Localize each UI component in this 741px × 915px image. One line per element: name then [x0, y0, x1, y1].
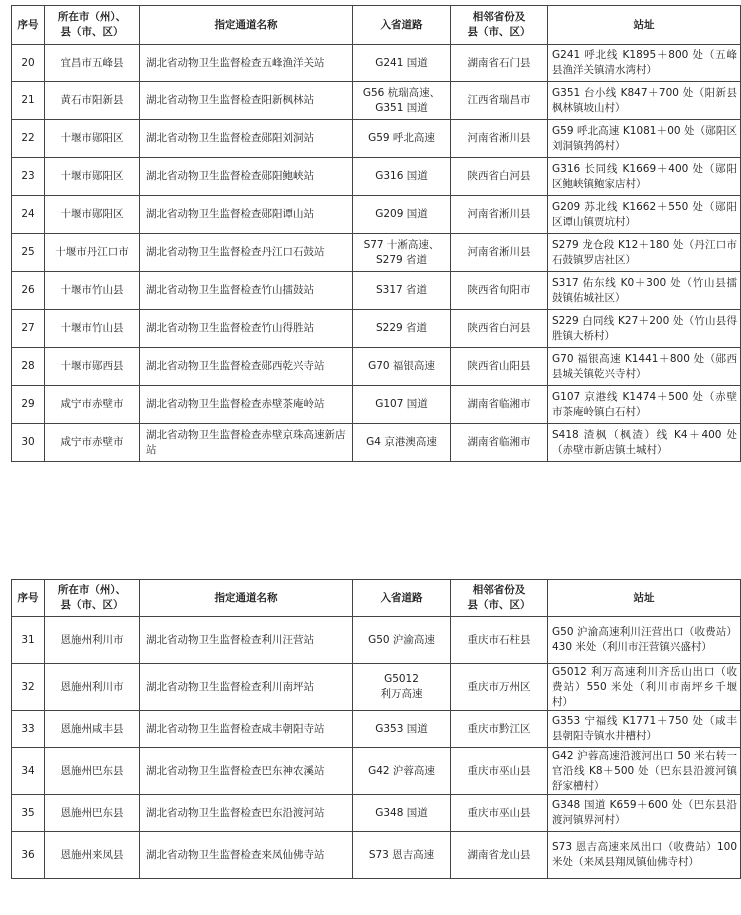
header-address: 站址 — [548, 6, 741, 45]
table-row — [12, 386, 741, 424]
cell-city: 恩施州来凤县 — [45, 832, 140, 879]
cell-road: G59 呼北高速 — [353, 120, 451, 158]
cell-neighbor: 陕西省白河县 — [451, 310, 548, 348]
cell-city: 十堰市竹山县 — [45, 310, 140, 348]
table-row — [12, 832, 741, 879]
cell-city: 宜昌市五峰县 — [45, 45, 140, 82]
cell-city: 十堰市郧阳区 — [45, 158, 140, 196]
table-row — [12, 196, 741, 234]
cell-name: 湖北省动物卫生监督检查巴东神农溪站 — [140, 748, 353, 795]
cell-address: G50 沪渝高速利川汪营出口（收费站）430 米处（利川市汪营镇兴盛村） — [548, 617, 741, 664]
cell-road: G241 国道 — [353, 45, 451, 82]
cell-no: 24 — [12, 196, 45, 234]
cell-neighbor: 重庆市石柱县 — [451, 617, 548, 664]
header-city: 所在市（州）、 县（市、区） — [45, 580, 140, 617]
cell-city: 恩施州咸丰县 — [45, 711, 140, 748]
cell-neighbor: 陕西省旬阳市 — [451, 272, 548, 310]
table-body — [12, 45, 741, 462]
cell-neighbor: 河南省淅川县 — [451, 196, 548, 234]
cell-neighbor: 重庆市黔江区 — [451, 711, 548, 748]
cell-address: G59 呼北高速 K1081＋00 处（郧阳区刘洞镇鹁鸽村） — [548, 120, 741, 158]
cell-address: G42 沪蓉高速沿渡河出口 50 米右转一官沿线 K8＋500 处（巴东县沿渡河镇舒家槽村） — [548, 748, 741, 795]
cell-address: G348 国道 K659＋600 处（巴东县沿渡河镇界河村） — [548, 795, 741, 832]
header-neighbor: 相邻省份及 县（市、区） — [451, 6, 548, 45]
table-row — [12, 82, 741, 120]
cell-city: 十堰市丹江口市 — [45, 234, 140, 272]
cell-city: 恩施州巴东县 — [45, 748, 140, 795]
cell-city: 恩施州利川市 — [45, 664, 140, 711]
cell-no: 33 — [12, 711, 45, 748]
cell-name: 湖北省动物卫生监督检查来凤仙佛寺站 — [140, 832, 353, 879]
table-row — [12, 310, 741, 348]
cell-road: G56 杭瑞高速、 G351 国道 — [353, 82, 451, 120]
cell-neighbor: 湖南省临湘市 — [451, 386, 548, 424]
cell-name: 湖北省动物卫生监督检查阳新枫林站 — [140, 82, 353, 120]
cell-address: S229 白同线 K27＋200 处（竹山县得胜镇大桥村） — [548, 310, 741, 348]
cell-no: 29 — [12, 386, 45, 424]
cell-city: 十堰市郧西县 — [45, 348, 140, 386]
cell-neighbor: 河南省淅川县 — [451, 120, 548, 158]
cell-city: 十堰市郧阳区 — [45, 196, 140, 234]
header-no: 序号 — [12, 580, 45, 617]
cell-no: 22 — [12, 120, 45, 158]
header-name: 指定通道名称 — [140, 6, 353, 45]
cell-neighbor: 重庆市巫山县 — [451, 795, 548, 832]
cell-address: S279 龙仓段 K12＋180 处（丹江口市石鼓镇罗店社区） — [548, 234, 741, 272]
cell-address: G5012 利万高速利川齐岳山出口（收费站）550 米处（利川市南坪乡千堰村） — [548, 664, 741, 711]
cell-name: 湖北省动物卫生监督检查郧阳鲍峡站 — [140, 158, 353, 196]
cell-city: 十堰市郧阳区 — [45, 120, 140, 158]
cell-road: G5012 利万高速 — [353, 664, 451, 711]
table-row — [12, 424, 741, 462]
cell-city: 咸宁市赤壁市 — [45, 386, 140, 424]
cell-no: 25 — [12, 234, 45, 272]
table-body — [12, 617, 741, 879]
cell-city: 十堰市竹山县 — [45, 272, 140, 310]
table-row — [12, 348, 741, 386]
cell-address: G353 宁福线 K1771＋750 处（咸丰县朝阳寺镇水井槽村） — [548, 711, 741, 748]
cell-city: 恩施州利川市 — [45, 617, 140, 664]
cell-name: 湖北省动物卫生监督检查咸丰朝阳寺站 — [140, 711, 353, 748]
cell-road: S229 省道 — [353, 310, 451, 348]
cell-address: G241 呼北线 K1895＋800 处（五峰县渔洋关镇清水湾村） — [548, 45, 741, 82]
table-row — [12, 617, 741, 664]
cell-neighbor: 湖南省石门县 — [451, 45, 548, 82]
cell-address: G107 京港线 K1474＋500 处（赤壁市茶庵岭镇白石村） — [548, 386, 741, 424]
cell-name: 湖北省动物卫生监督检查赤壁京珠高速新店站 — [140, 424, 353, 462]
cell-neighbor: 陕西省山阳县 — [451, 348, 548, 386]
header-name: 指定通道名称 — [140, 580, 353, 617]
cell-road: G316 国道 — [353, 158, 451, 196]
cell-address: G351 台小线 K847＋700 处（阳新县枫林镇坡山村） — [548, 82, 741, 120]
cell-no: 30 — [12, 424, 45, 462]
cell-no: 23 — [12, 158, 45, 196]
header-neighbor: 相邻省份及 县（市、区） — [451, 580, 548, 617]
table-row — [12, 711, 741, 748]
cell-road: G209 国道 — [353, 196, 451, 234]
cell-address: S317 佑东线 K0＋300 处（竹山县擂鼓镇佑城社区） — [548, 272, 741, 310]
table-row — [12, 120, 741, 158]
cell-road: G348 国道 — [353, 795, 451, 832]
cell-no: 32 — [12, 664, 45, 711]
cell-no: 26 — [12, 272, 45, 310]
cell-road: G70 福银高速 — [353, 348, 451, 386]
cell-no: 34 — [12, 748, 45, 795]
header-road: 入省道路 — [353, 6, 451, 45]
cell-road: G42 沪蓉高速 — [353, 748, 451, 795]
cell-no: 27 — [12, 310, 45, 348]
header-city: 所在市（州）、 县（市、区） — [45, 6, 140, 45]
cell-neighbor: 湖南省临湘市 — [451, 424, 548, 462]
cell-no: 28 — [12, 348, 45, 386]
cell-no: 31 — [12, 617, 45, 664]
cell-neighbor: 重庆市万州区 — [451, 664, 548, 711]
cell-address: G209 苏北线 K1662＋550 处（郧阳区谭山镇贾坑村） — [548, 196, 741, 234]
table-row — [12, 45, 741, 82]
header-no: 序号 — [12, 6, 45, 45]
cell-name: 湖北省动物卫生监督检查五峰渔洋关站 — [140, 45, 353, 82]
cell-no: 20 — [12, 45, 45, 82]
table-row — [12, 234, 741, 272]
cell-no: 21 — [12, 82, 45, 120]
table-row — [12, 158, 741, 196]
stations-table-1 — [11, 5, 741, 462]
cell-road: G353 国道 — [353, 711, 451, 748]
cell-neighbor: 陕西省白河县 — [451, 158, 548, 196]
table-row — [12, 664, 741, 711]
cell-city: 恩施州巴东县 — [45, 795, 140, 832]
cell-neighbor: 湖南省龙山县 — [451, 832, 548, 879]
cell-neighbor: 重庆市巫山县 — [451, 748, 548, 795]
table-header-row — [12, 6, 741, 45]
cell-road: G50 沪渝高速 — [353, 617, 451, 664]
cell-name: 湖北省动物卫生监督检查利川南坪站 — [140, 664, 353, 711]
cell-road: S77 十淅高速、 S279 省道 — [353, 234, 451, 272]
cell-road: G107 国道 — [353, 386, 451, 424]
cell-road: S317 省道 — [353, 272, 451, 310]
table-row — [12, 272, 741, 310]
cell-name: 湖北省动物卫生监督检查郧阳刘洞站 — [140, 120, 353, 158]
cell-address: S418 渣枫（枫渣）线 K4＋400 处（赤壁市新店镇土城村） — [548, 424, 741, 462]
cell-name: 湖北省动物卫生监督检查巴东沿渡河站 — [140, 795, 353, 832]
cell-address: G316 长同线 K1669＋400 处（郧阳区鲍峡镇鲍家店村） — [548, 158, 741, 196]
cell-name: 湖北省动物卫生监督检查竹山得胜站 — [140, 310, 353, 348]
cell-address: S73 恩吉高速来凤出口（收费站）100 米处（来凤县翔凤镇仙佛寺村） — [548, 832, 741, 879]
header-address: 站址 — [548, 580, 741, 617]
table-row — [12, 795, 741, 832]
cell-neighbor: 河南省淅川县 — [451, 234, 548, 272]
cell-road: G4 京港澳高速 — [353, 424, 451, 462]
cell-name: 湖北省动物卫生监督检查丹江口石鼓站 — [140, 234, 353, 272]
cell-neighbor: 江西省瑞昌市 — [451, 82, 548, 120]
cell-road: S73 恩吉高速 — [353, 832, 451, 879]
cell-no: 36 — [12, 832, 45, 879]
cell-no: 35 — [12, 795, 45, 832]
cell-name: 湖北省动物卫生监督检查赤壁茶庵岭站 — [140, 386, 353, 424]
header-road: 入省道路 — [353, 580, 451, 617]
cell-name: 湖北省动物卫生监督检查竹山擂鼓站 — [140, 272, 353, 310]
cell-name: 湖北省动物卫生监督检查郧西乾兴寺站 — [140, 348, 353, 386]
cell-city: 咸宁市赤壁市 — [45, 424, 140, 462]
stations-table-2 — [11, 579, 741, 879]
cell-name: 湖北省动物卫生监督检查郧阳谭山站 — [140, 196, 353, 234]
cell-address: G70 福银高速 K1441＋800 处（郧西县城关镇乾兴寺村） — [548, 348, 741, 386]
table-header-row — [12, 580, 741, 617]
cell-name: 湖北省动物卫生监督检查利川汪营站 — [140, 617, 353, 664]
cell-city: 黄石市阳新县 — [45, 82, 140, 120]
table-row — [12, 748, 741, 795]
